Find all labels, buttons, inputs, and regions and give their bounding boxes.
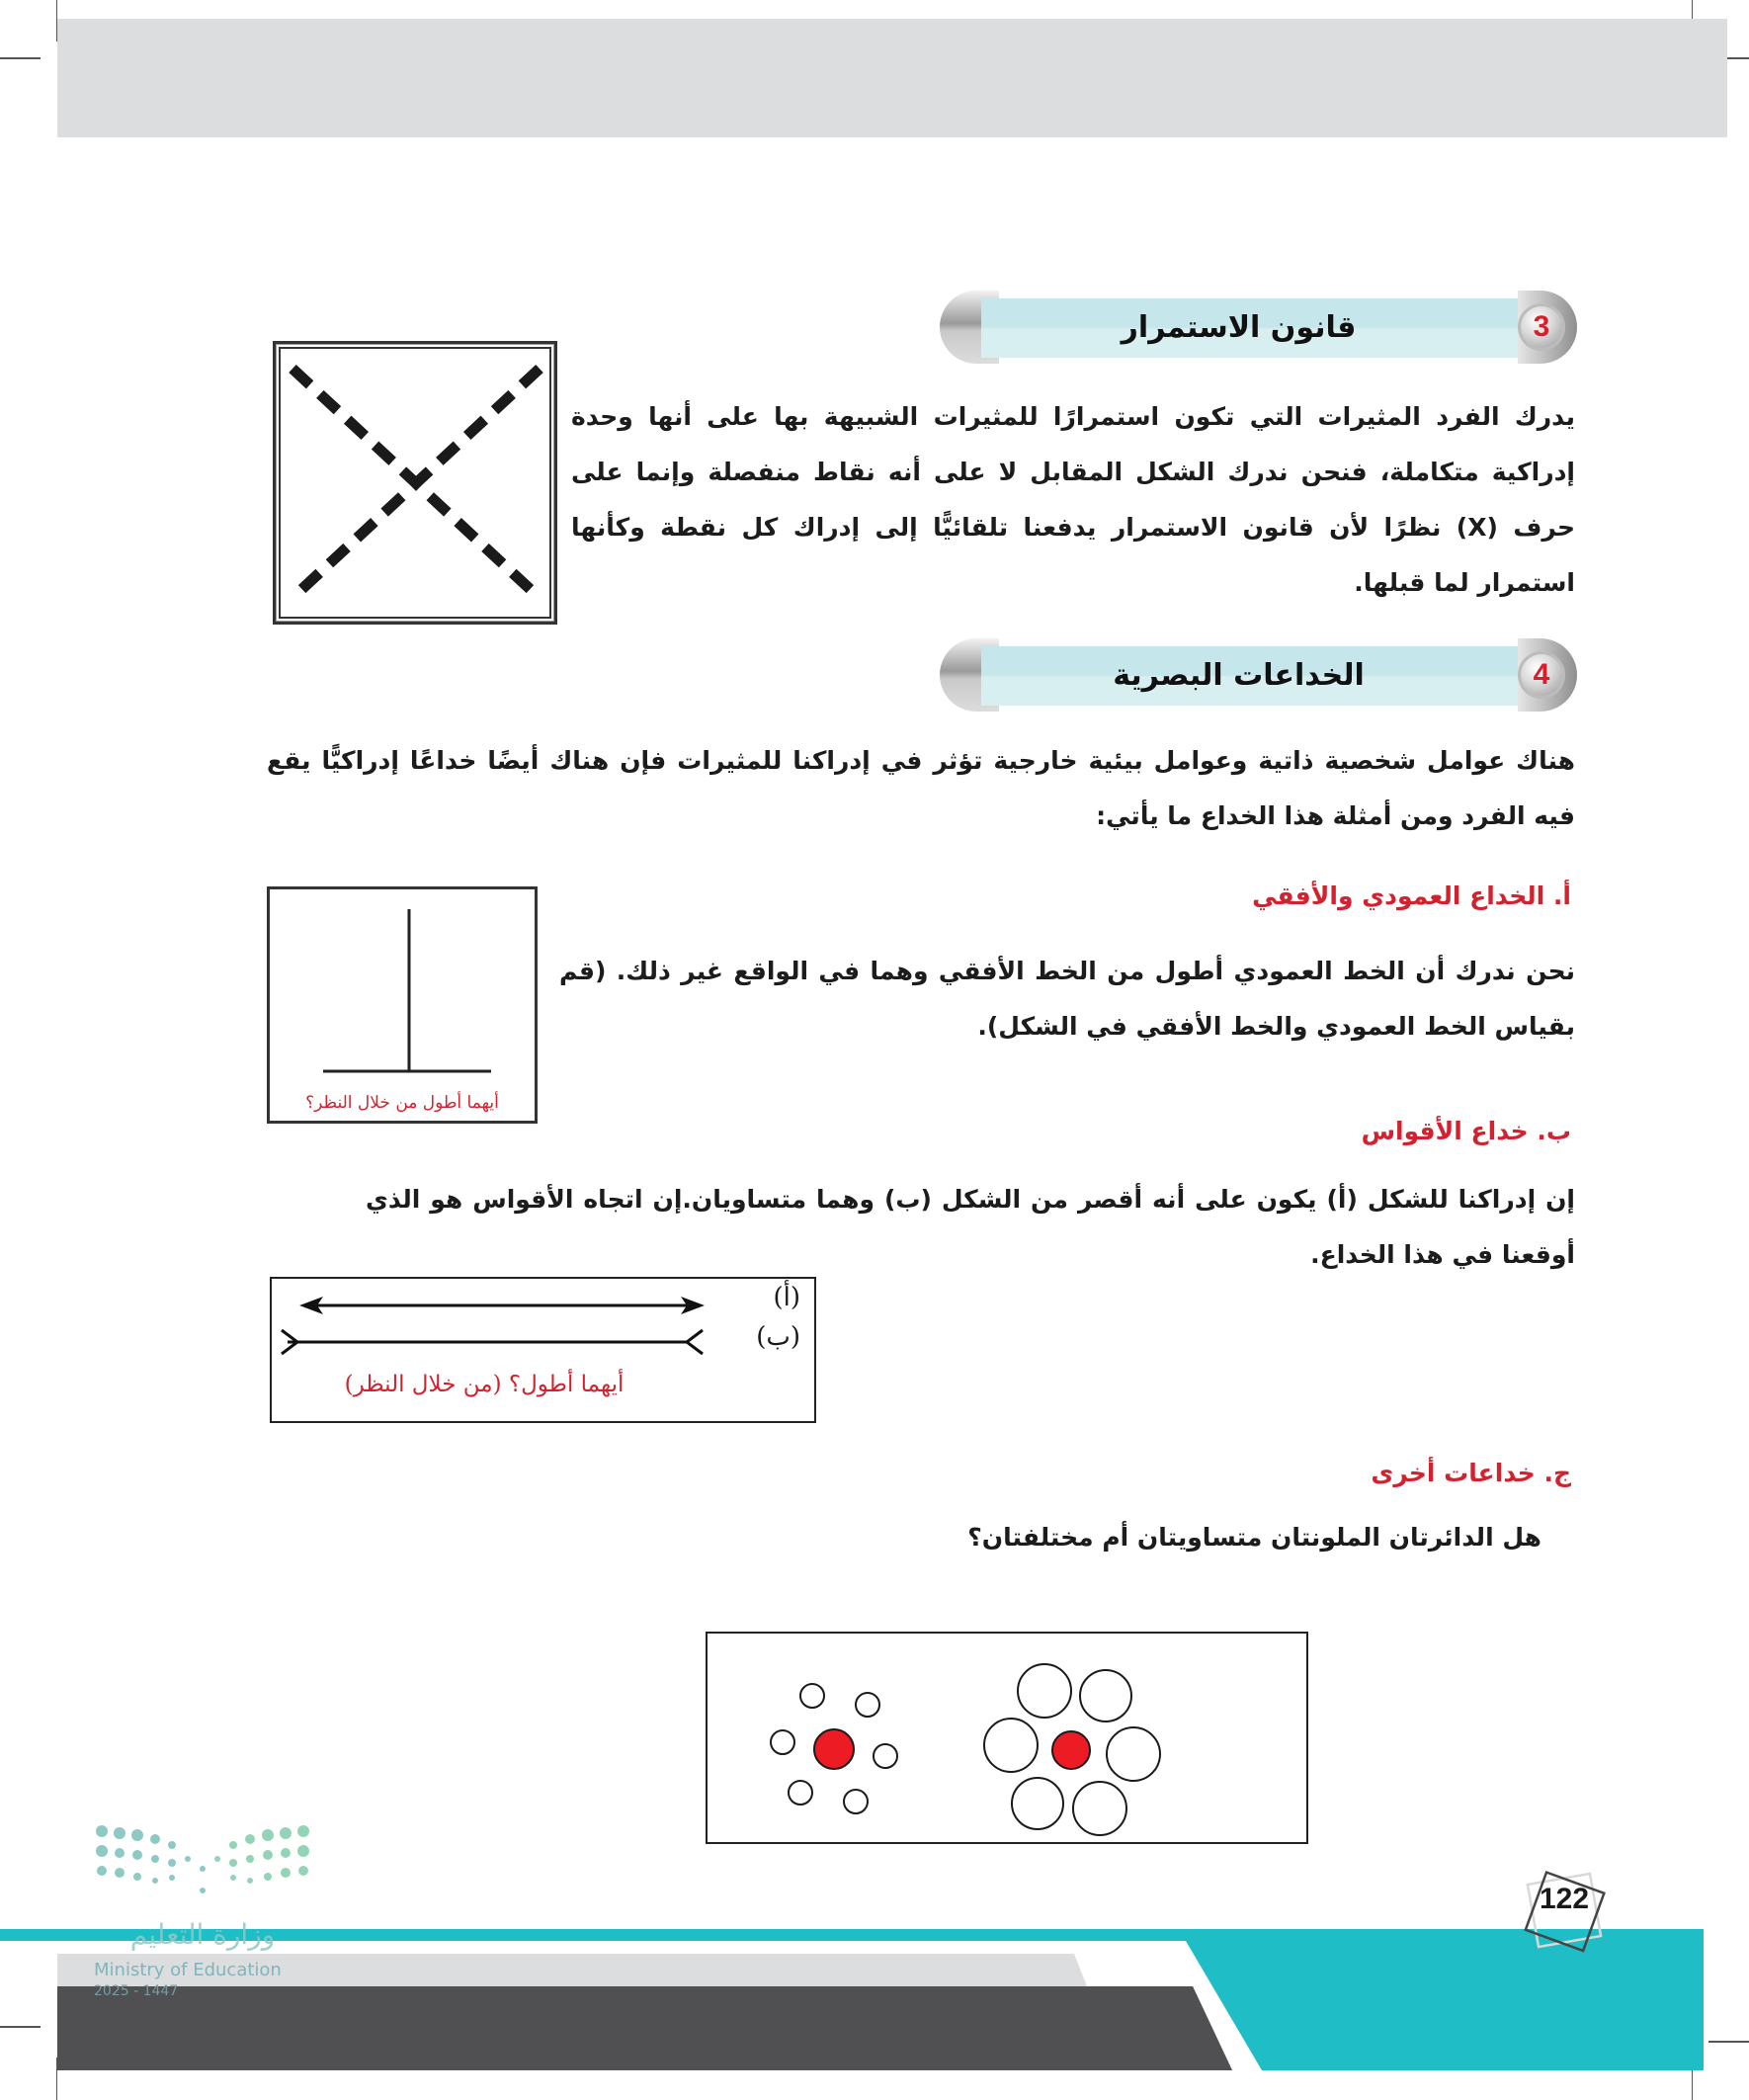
page-header-band [57, 19, 1727, 137]
page-number-badge [1515, 1861, 1614, 1960]
circles-icon [708, 1634, 1306, 1841]
section-3-paragraph: يدرك الفرد المثيرات التي تكون استمرارًا للمثيرات الشبيهة بها على أنها وحدة إدراكية متكاملة، فنحن ندرك الشكل المقابل لا على أنه نقاط منفصلة وإنما على حرف (X) نظرًا لأن قانون الاستمرار يدفعنا تلقائيًّا إلى إدراك كل نقطة وكأنها استمرار لما قبلها. [571, 402, 1575, 597]
section-title: قانون الاستمرار [1121, 309, 1357, 345]
section-4-title-bar [940, 638, 1577, 712]
muller-lyer-illusion-figure [270, 1277, 816, 1423]
figure-caption: أيهما أطول من خلال النظر؟ [305, 1093, 499, 1113]
vertical-horizontal-illusion-figure [267, 886, 538, 1124]
t-shape-icon [270, 889, 535, 1087]
section-number-badge: 4 [1518, 651, 1565, 699]
ministry-name-en: Ministry of Education [94, 1960, 282, 1980]
dashed-x-icon [281, 349, 549, 617]
section-3-title-bar [940, 291, 1577, 364]
arrow-lines-icon [272, 1279, 726, 1368]
page-number: 122 [1539, 1883, 1590, 1915]
subsection-a-heading: أ. الخداع العمودي والأفقي [1252, 882, 1571, 910]
subsection-b-paragraph: إن إدراكنا للشكل (أ) يكون على أنه أقصر من الشكل (ب) وهما متساويان.إن اتجاه الأقواس هو الذي أوقعنا في هذا الخداع. [366, 1185, 1575, 1269]
section-number-badge: 3 [1518, 303, 1565, 351]
ministry-dots-icon [94, 1823, 311, 1902]
edition-year: 2025 - 1447 [94, 1983, 179, 1999]
section-4-paragraph: هناك عوامل شخصية ذاتية وعوامل بيئية خارجية تؤثر في إدراكنا للمثيرات فإن هناك أيضًا خداعًا إدراكيًّا يقع فيه الفرد ومن أمثلة هذا الخداع ما يأتي: [267, 746, 1575, 830]
subsection-c-heading: ج. خداعات أخرى [1371, 1459, 1571, 1487]
ebbinghaus-illusion-figure [706, 1632, 1308, 1844]
figure-caption: أيهما أطول؟ (من خلال النظر) [344, 1372, 625, 1397]
figure-label-b: (ب) [756, 1322, 800, 1352]
subsection-b-heading: ب. خداع الأقواس [1361, 1117, 1571, 1145]
ministry-name-ar: وزارة التعليم [129, 1918, 276, 1951]
subsection-a-paragraph: نحن ندرك أن الخط العمودي أطول من الخط الأفقي وهما في الواقع غير ذلك. (قم بقياس الخط العمودي والخط الأفقي في الشكل). [559, 957, 1575, 1041]
ministry-logo [94, 1823, 311, 1999]
dashed-x-figure [273, 341, 557, 625]
figure-frame [279, 347, 551, 619]
crop-mark [0, 57, 41, 59]
section-title: الخداعات البصرية [1113, 657, 1365, 693]
subsection-c-paragraph: هل الدائرتان الملونتان متساويتان أم مختلفتان؟ [967, 1523, 1541, 1552]
figure-label-a: (أ) [773, 1283, 800, 1312]
